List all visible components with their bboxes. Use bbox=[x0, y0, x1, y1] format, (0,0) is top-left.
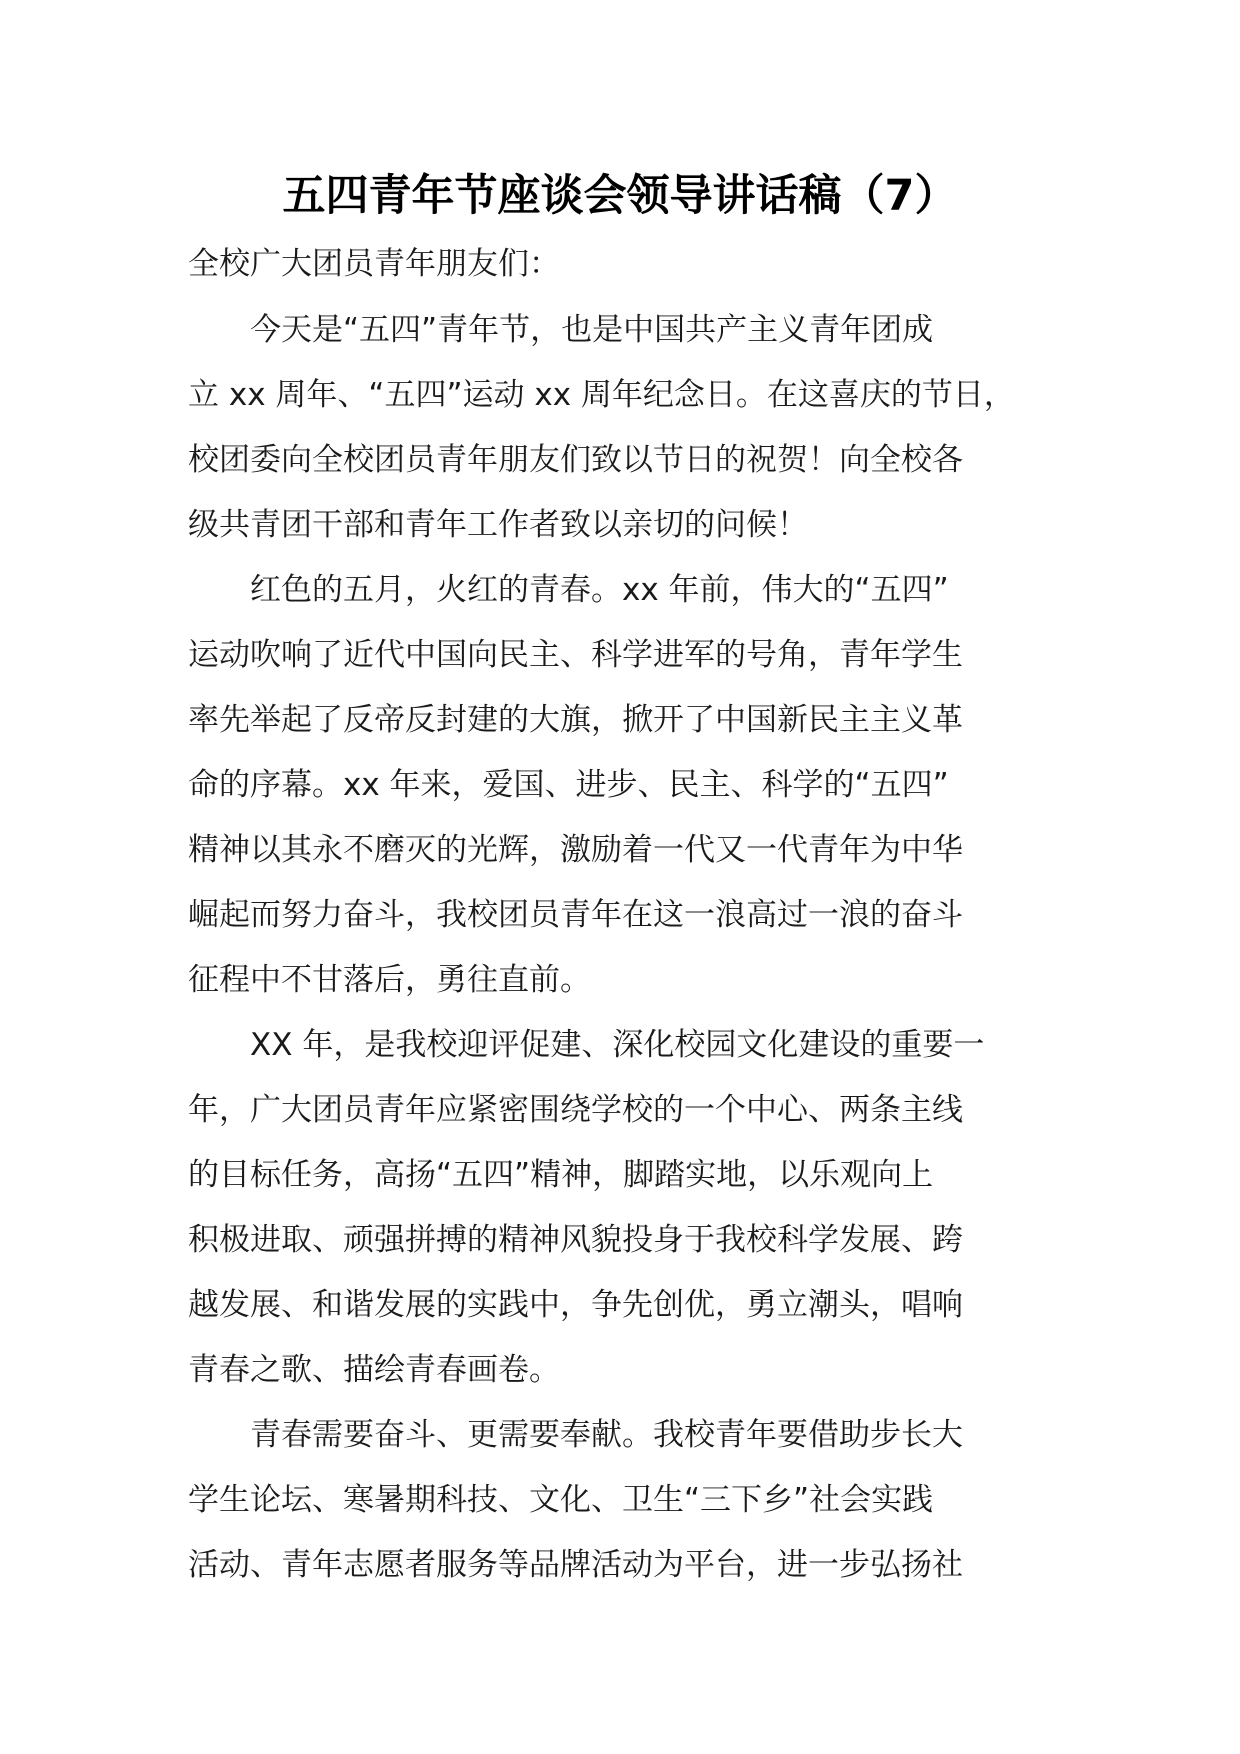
paragraph-line: 命的序幕。xx 年来，爱国、进步、民主、科学的“五四” bbox=[188, 767, 949, 803]
paragraph-2 bbox=[188, 558, 1068, 1013]
paragraph-line: 年，广大团员青年应紧密围绕学校的一个中心、两条主线 bbox=[188, 1092, 963, 1128]
document-body bbox=[188, 232, 1068, 1598]
paragraph-4 bbox=[188, 1403, 1068, 1598]
paragraph-line: 立 xx 周年、“五四”运动 xx 周年纪念日。在这喜庆的节日， bbox=[188, 377, 1015, 413]
paragraph-line: 今天是“五四”青年节，也是中国共产主义青年团成 bbox=[250, 312, 934, 348]
paragraph-line: 级共青团干部和青年工作者致以亲切的问候！ bbox=[188, 507, 808, 543]
paragraph-line: 积极进取、顽强拼搏的精神风貌投身于我校科学发展、跨 bbox=[188, 1222, 963, 1258]
paragraph-line: 活动、青年志愿者服务等品牌活动为平台，进一步弘扬社 bbox=[188, 1547, 963, 1583]
paragraph-1 bbox=[188, 298, 1068, 558]
document-title: 五四青年节座谈会领导讲话稿（7） bbox=[282, 171, 958, 221]
paragraph-line: 率先举起了反帝反封建的大旗，掀开了中国新民主主义革 bbox=[188, 702, 963, 738]
paragraph-line: 崛起而努力奋斗，我校团员青年在这一浪高过一浪的奋斗 bbox=[188, 897, 963, 933]
paragraph-line: 红色的五月，火红的青春。xx 年前，伟大的“五四” bbox=[250, 572, 949, 608]
paragraph-line: 精神以其永不磨灭的光辉，激励着一代又一代青年为中华 bbox=[188, 832, 963, 868]
paragraph-line: 运动吹响了近代中国向民主、科学进军的号角，青年学生 bbox=[188, 637, 963, 673]
paragraph-line: 校团委向全校团员青年朋友们致以节日的祝贺！向全校各 bbox=[188, 442, 963, 478]
paragraph-line: 青春需要奋斗、更需要奉献。我校青年要借助步长大 bbox=[250, 1417, 963, 1453]
paragraph-line: 征程中不甘落后，勇往直前。 bbox=[188, 962, 591, 998]
paragraph-line: 青春之歌、描绘青春画卷。 bbox=[188, 1352, 560, 1388]
salutation: 全校广大团员青年朋友们： bbox=[188, 246, 560, 282]
paragraph-3 bbox=[188, 1013, 1068, 1403]
paragraph-line: 学生论坛、寒暑期科技、文化、卫生“三下乡”社会实践 bbox=[188, 1482, 934, 1518]
paragraph-line: 越发展、和谐发展的实践中，争先创优，勇立潮头，唱响 bbox=[188, 1287, 963, 1323]
paragraph-line: 的目标任务，高扬“五四”精神，脚踏实地，以乐观向上 bbox=[188, 1157, 934, 1193]
paragraph-line: XX 年，是我校迎评促建、深化校园文化建设的重要一 bbox=[250, 1027, 985, 1063]
